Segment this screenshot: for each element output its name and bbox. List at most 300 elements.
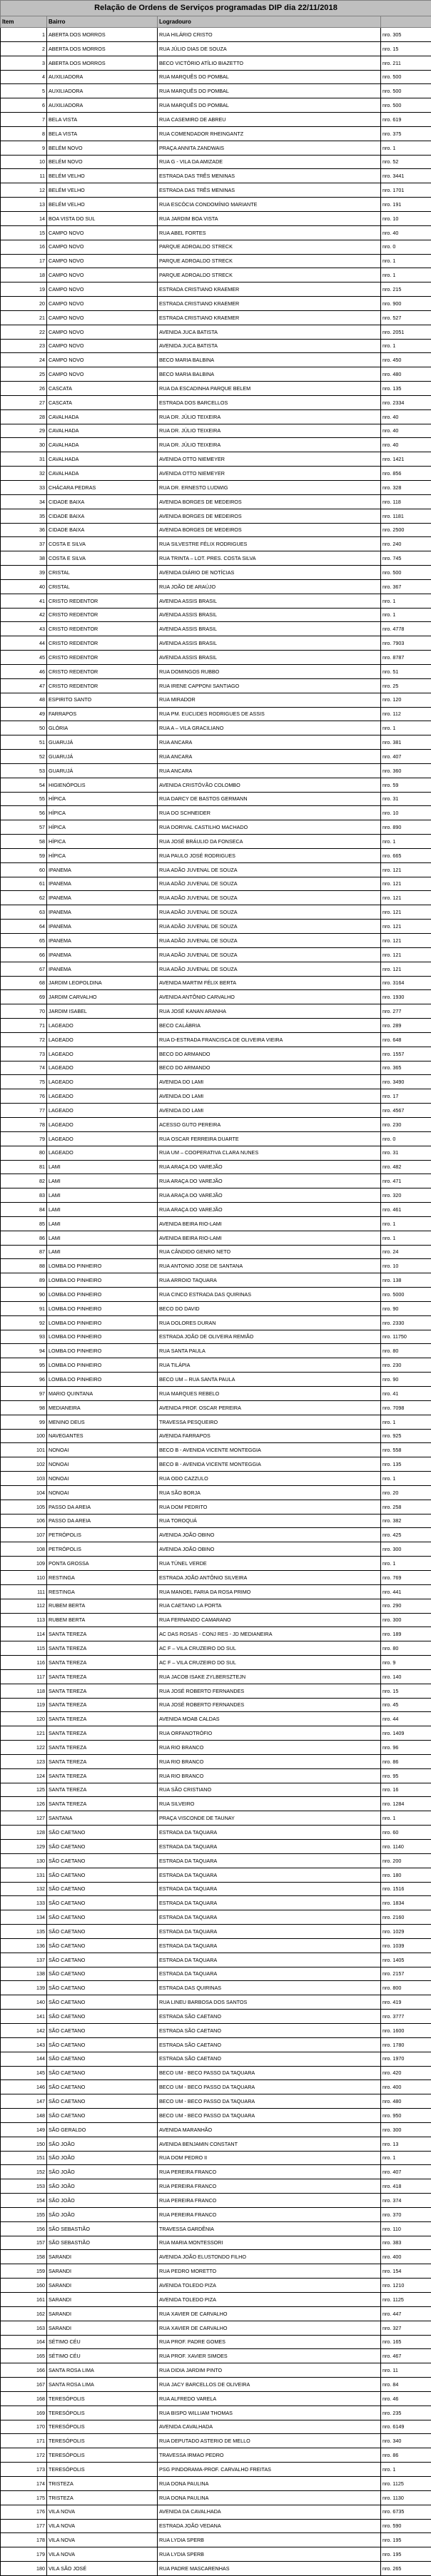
- cell-item: 140: [1, 1995, 47, 2010]
- cell-bairro: TERESÓPOLIS: [47, 2448, 158, 2463]
- cell-logradouro: AVENIDA JOÃO OBINO: [158, 1542, 381, 1557]
- table-row: [1, 664, 431, 678]
- cell-item: 82: [1, 1174, 47, 1188]
- cell-bairro: LAGEADO: [47, 1131, 158, 1146]
- cell-item: 103: [1, 1472, 47, 1486]
- cell-logradouro: RUA PROF. XAVIER SIMOES: [158, 2349, 381, 2363]
- table-row: [1, 1882, 431, 1896]
- cell-numero: nro. 1970: [381, 2052, 431, 2066]
- cell-bairro: SÉTIMO CÉU: [47, 2335, 158, 2349]
- cell-bairro: SÃO SEBASTIÃO: [47, 2221, 158, 2236]
- cell-numero: nro. 467: [381, 2349, 431, 2363]
- cell-item: 97: [1, 1387, 47, 1401]
- cell-numero: nro. 1: [381, 721, 431, 735]
- table-row: [1, 2137, 431, 2151]
- cell-bairro: IPANEMA: [47, 877, 158, 891]
- cell-item: 124: [1, 1768, 47, 1783]
- cell-logradouro: AC F – VILA CRUZEIRO DO SUL: [158, 1656, 381, 1670]
- cell-logradouro: RUA ADÃO JUVENAL DE SOUZA: [158, 905, 381, 920]
- cell-item: 48: [1, 693, 47, 707]
- table-row: [1, 1542, 431, 1557]
- cell-item: 102: [1, 1457, 47, 1472]
- cell-bairro: ABERTA DOS MORROS: [47, 56, 158, 70]
- cell-numero: nro. 180: [381, 1868, 431, 1882]
- table-row: [1, 268, 431, 282]
- cell-bairro: HÍPICA: [47, 792, 158, 806]
- cell-bairro: CAMPO NOVO: [47, 325, 158, 339]
- cell-bairro: LOMBA DO PINHEIRO: [47, 1301, 158, 1315]
- table-row: [1, 1075, 431, 1089]
- cell-logradouro: RUA DR. JÚLIO TEIXEIRA: [158, 424, 381, 438]
- cell-item: 122: [1, 1741, 47, 1755]
- cell-numero: nro. 200: [381, 1853, 431, 1868]
- cell-item: 14: [1, 211, 47, 225]
- cell-numero: nro. 154: [381, 2264, 431, 2279]
- cell-item: 21: [1, 310, 47, 325]
- cell-numero: nro. 500: [381, 84, 431, 98]
- cell-bairro: AUXILIADORA: [47, 84, 158, 98]
- cell-logradouro: RUA ARAÇA DO VAREJÃO: [158, 1160, 381, 1174]
- cell-item: 99: [1, 1415, 47, 1429]
- cell-numero: nro. 360: [381, 763, 431, 778]
- table-row: [1, 2236, 431, 2250]
- table-row: [1, 1726, 431, 1741]
- cell-logradouro: RUA CAETANO LA PORTA: [158, 1599, 381, 1613]
- cell-bairro: CIDADE BAIXA: [47, 523, 158, 537]
- cell-item: 27: [1, 395, 47, 409]
- cell-bairro: CAMPO NOVO: [47, 282, 158, 297]
- cell-numero: nro. 1284: [381, 1797, 431, 1811]
- cell-numero: nro. 2157: [381, 1967, 431, 1981]
- cell-logradouro: PRAÇA VISCONDE DE TAUNAY: [158, 1811, 381, 1826]
- cell-logradouro: RUA RIO BRANCO: [158, 1768, 381, 1783]
- cell-numero: nro. 121: [381, 891, 431, 905]
- table-row: [1, 1656, 431, 1670]
- table-row: [1, 1047, 431, 1061]
- cell-numero: nro. 121: [381, 920, 431, 934]
- cell-bairro: PETRÓPOLIS: [47, 1528, 158, 1542]
- cell-item: 136: [1, 1938, 47, 1953]
- cell-bairro: NAVEGANTES: [47, 1429, 158, 1443]
- cell-numero: nro. 527: [381, 310, 431, 325]
- cell-numero: nro. 367: [381, 579, 431, 594]
- cell-logradouro: AVENIDA CRISTÓVÃO COLOMBO: [158, 778, 381, 792]
- table-row: [1, 1811, 431, 1826]
- cell-bairro: SÃO CAETANO: [47, 1910, 158, 1925]
- cell-numero: nro. 300: [381, 2122, 431, 2137]
- cell-numero: nro. 20: [381, 1485, 431, 1500]
- cell-numero: nro. 9: [381, 1656, 431, 1670]
- cell-bairro: SÃO JOÃO: [47, 2151, 158, 2165]
- cell-numero: nro. 84: [381, 2378, 431, 2392]
- cell-numero: nro. 40: [381, 438, 431, 452]
- table-row: [1, 566, 431, 580]
- table-row: [1, 1840, 431, 1854]
- cell-numero: nro. 340: [381, 2434, 431, 2448]
- cell-numero: nro. 10: [381, 806, 431, 820]
- cell-numero: nro. 52: [381, 155, 431, 169]
- cell-bairro: SÃO JOÃO: [47, 2194, 158, 2208]
- table-row: [1, 2293, 431, 2307]
- cell-numero: nro. 558: [381, 1443, 431, 1457]
- table-row: [1, 693, 431, 707]
- cell-bairro: IPANEMA: [47, 905, 158, 920]
- cell-logradouro: ESTRADA DOS BARCELLOS: [158, 395, 381, 409]
- cell-logradouro: AVENIDA ASSIS BRASIL: [158, 651, 381, 665]
- table-row: [1, 1768, 431, 1783]
- table-row: [1, 2448, 431, 2463]
- table-row: [1, 1131, 431, 1146]
- cell-bairro: CAMPO NOVO: [47, 339, 158, 353]
- cell-numero: nro. 1780: [381, 2037, 431, 2052]
- cell-numero: nro. 258: [381, 1500, 431, 1514]
- table-row: [1, 1967, 431, 1981]
- cell-logradouro: RUA ARROIO TAQUARA: [158, 1273, 381, 1288]
- cell-numero: nro. 480: [381, 367, 431, 382]
- cell-bairro: SÃO CAETANO: [47, 1967, 158, 1981]
- cell-logradouro: AVENIDA TOLEDO PIZA: [158, 2279, 381, 2293]
- cell-numero: nro. 195: [381, 2547, 431, 2562]
- cell-logradouro: ESTRADA JOÃO ANTÔNIO SILVEIRA: [158, 1570, 381, 1584]
- cell-logradouro: RUA ALFREDO VARELA: [158, 2391, 381, 2406]
- table-row: [1, 1754, 431, 1768]
- table-row: [1, 1896, 431, 1910]
- cell-logradouro: AVENIDA FARRAPOS: [158, 1429, 381, 1443]
- cell-numero: nro. 1: [381, 608, 431, 622]
- cell-logradouro: BECO B - AVENIDA VICENTE MONTEGGIA: [158, 1443, 381, 1457]
- table-row: [1, 1995, 431, 2010]
- cell-numero: nro. 121: [381, 947, 431, 962]
- cell-numero: nro. 7098: [381, 1400, 431, 1415]
- cell-logradouro: RUA DONA PAULINA: [158, 2490, 381, 2505]
- cell-numero: nro. 374: [381, 2194, 431, 2208]
- cell-logradouro: AVENIDA BORGES DE MEDEIROS: [158, 523, 381, 537]
- cell-numero: nro. 90: [381, 1301, 431, 1315]
- cell-item: 22: [1, 325, 47, 339]
- cell-bairro: CRISTAL: [47, 566, 158, 580]
- cell-logradouro: RUA MANOEL FARIA DA ROSA PRIMO: [158, 1584, 381, 1599]
- cell-logradouro: AVENIDA OTTO NIEMEYER: [158, 452, 381, 467]
- cell-bairro: SANTA TEREZA: [47, 1726, 158, 1741]
- cell-logradouro: RUA TRINTA – LOT. PRES. COSTA SILVA: [158, 551, 381, 566]
- cell-bairro: CRISTO REDENTOR: [47, 594, 158, 608]
- cell-numero: nro. 121: [381, 905, 431, 920]
- cell-numero: nro. 1: [381, 594, 431, 608]
- cell-item: 153: [1, 2179, 47, 2194]
- table-row: [1, 367, 431, 382]
- cell-bairro: NONOAI: [47, 1485, 158, 1500]
- cell-logradouro: RUA HILÁRIO CRISTO: [158, 28, 381, 42]
- cell-logradouro: RUA ADÃO JUVENAL DE SOUZA: [158, 920, 381, 934]
- cell-numero: nro. 230: [381, 1358, 431, 1373]
- table-row: [1, 339, 431, 353]
- cell-item: 13: [1, 198, 47, 212]
- table-row: [1, 56, 431, 70]
- table-row: [1, 1387, 431, 1401]
- cell-logradouro: RUA DOM PEDRITO: [158, 1500, 381, 1514]
- table-row: [1, 947, 431, 962]
- cell-logradouro: RUA DARCY DE BASTOS GERMANN: [158, 792, 381, 806]
- cell-bairro: CHÁCARA PEDRAS: [47, 481, 158, 495]
- cell-logradouro: RUA MARQUÊS DO POMBAL: [158, 98, 381, 113]
- cell-numero: nro. 461: [381, 1203, 431, 1217]
- cell-item: 17: [1, 254, 47, 268]
- cell-numero: nro. 140: [381, 1669, 431, 1684]
- cell-bairro: SANTA ROSA LIMA: [47, 2378, 158, 2392]
- cell-logradouro: AVENIDA BEIRA RIO-LAMI: [158, 1231, 381, 1245]
- cell-logradouro: PRAÇA ANNITA ZANDWAIS: [158, 141, 381, 155]
- cell-numero: nro. 425: [381, 1528, 431, 1542]
- cell-bairro: SANTA TEREZA: [47, 1698, 158, 1712]
- cell-bairro: TRISTEZA: [47, 2490, 158, 2505]
- cell-logradouro: ESTRADA SÃO CAETANO: [158, 2010, 381, 2024]
- cell-numero: nro. 40: [381, 225, 431, 240]
- cell-numero: nro. 383: [381, 2236, 431, 2250]
- cell-item: 154: [1, 2194, 47, 2208]
- cell-bairro: SARANDI: [47, 2321, 158, 2335]
- cell-item: 95: [1, 1358, 47, 1373]
- cell-bairro: IPANEMA: [47, 947, 158, 962]
- table-row: [1, 976, 431, 990]
- cell-item: 179: [1, 2547, 47, 2562]
- cell-bairro: SANTA TEREZA: [47, 1656, 158, 1670]
- cell-logradouro: RUA XAVIER DE CARVALHO: [158, 2321, 381, 2335]
- table-row: [1, 2306, 431, 2321]
- cell-bairro: PONTA GROSSA: [47, 1557, 158, 1571]
- cell-item: 96: [1, 1373, 47, 1387]
- cell-logradouro: AVENIDA CAVALHADA: [158, 2420, 381, 2434]
- table-row: [1, 1797, 431, 1811]
- cell-bairro: BOA VISTA DO SUL: [47, 211, 158, 225]
- cell-bairro: CAMPO NOVO: [47, 367, 158, 382]
- cell-logradouro: AVENIDA DIÁRIO DE NOTÍCIAS: [158, 566, 381, 580]
- cell-item: 143: [1, 2037, 47, 2052]
- table-row: [1, 2420, 431, 2434]
- cell-item: 156: [1, 2221, 47, 2236]
- cell-item: 121: [1, 1726, 47, 1741]
- cell-logradouro: BECO CALÁBRIA: [158, 1019, 381, 1033]
- table-row: [1, 1415, 431, 1429]
- table-row: [1, 920, 431, 934]
- cell-item: 24: [1, 353, 47, 367]
- table-row: [1, 651, 431, 665]
- table-row: [1, 1868, 431, 1882]
- cell-bairro: LAMI: [47, 1245, 158, 1259]
- cell-numero: nro. 1: [381, 2151, 431, 2165]
- cell-bairro: LAGEADO: [47, 1146, 158, 1160]
- cell-bairro: SÃO CAETANO: [47, 1953, 158, 1967]
- cell-numero: nro. 120: [381, 693, 431, 707]
- cell-bairro: TERESÓPOLIS: [47, 2420, 158, 2434]
- cell-numero: nro. 4567: [381, 1104, 431, 1118]
- cell-item: 164: [1, 2335, 47, 2349]
- cell-numero: nro. 135: [381, 1457, 431, 1472]
- table-row: [1, 721, 431, 735]
- cell-item: 88: [1, 1259, 47, 1273]
- cell-bairro: JARDIM CARVALHO: [47, 990, 158, 1004]
- cell-logradouro: RUA BISPO WILLIAM THOMAS: [158, 2406, 381, 2420]
- cell-logradouro: RUA JACOB ISAKE ZYLBERSZTEJN: [158, 1669, 381, 1684]
- cell-bairro: CASCATA: [47, 395, 158, 409]
- cell-logradouro: RUA LYDIA SPERB: [158, 2533, 381, 2547]
- cell-logradouro: AVENIDA MOAB CALDAS: [158, 1712, 381, 1726]
- cell-item: 146: [1, 2080, 47, 2094]
- table-row: [1, 325, 431, 339]
- cell-logradouro: ESTRADA DA TAQUARA: [158, 1938, 381, 1953]
- cell-logradouro: RUA FERNANDO CAMARANO: [158, 1613, 381, 1627]
- cell-logradouro: AVENIDA BENJAMIN CONSTANT: [158, 2137, 381, 2151]
- cell-bairro: IPANEMA: [47, 920, 158, 934]
- cell-item: 9: [1, 141, 47, 155]
- cell-logradouro: ESTRADA CRISTIANO KRAEMER: [158, 297, 381, 311]
- table-row: [1, 41, 431, 56]
- table-row: [1, 820, 431, 835]
- table-row: [1, 622, 431, 636]
- cell-numero: nro. 4778: [381, 622, 431, 636]
- cell-numero: nro. 121: [381, 934, 431, 948]
- cell-numero: nro. 447: [381, 2306, 431, 2321]
- cell-item: 7: [1, 113, 47, 127]
- cell-bairro: PASSO DA AREIA: [47, 1514, 158, 1528]
- cell-numero: nro. 11750: [381, 1330, 431, 1344]
- cell-item: 167: [1, 2378, 47, 2392]
- cell-logradouro: AVENIDA PROF. OSCAR PEREIRA: [158, 1400, 381, 1415]
- cell-item: 157: [1, 2236, 47, 2250]
- table-row: [1, 1032, 431, 1047]
- table-body: [1, 28, 431, 2576]
- cell-item: 117: [1, 1669, 47, 1684]
- table-row: [1, 1853, 431, 1868]
- cell-numero: nro. 95: [381, 1768, 431, 1783]
- cell-numero: nro. 1029: [381, 1925, 431, 1939]
- cell-numero: nro. 2500: [381, 523, 431, 537]
- cell-item: 47: [1, 678, 47, 693]
- cell-numero: nro. 230: [381, 1117, 431, 1131]
- cell-item: 51: [1, 735, 47, 750]
- cell-numero: nro. 2160: [381, 1910, 431, 1925]
- cell-bairro: SÃO CAETANO: [47, 2052, 158, 2066]
- cell-logradouro: RUA ADÃO JUVENAL DE SOUZA: [158, 862, 381, 877]
- cell-bairro: GUARUJÁ: [47, 735, 158, 750]
- table-row: [1, 98, 431, 113]
- cell-item: 56: [1, 806, 47, 820]
- table-row: [1, 962, 431, 976]
- table-row: [1, 2505, 431, 2519]
- cell-item: 15: [1, 225, 47, 240]
- cell-bairro: ABERTA DOS MORROS: [47, 41, 158, 56]
- cell-logradouro: RUA SANTA PAULA: [158, 1344, 381, 1358]
- cell-item: 155: [1, 2207, 47, 2221]
- table-row: [1, 1570, 431, 1584]
- table-row: [1, 891, 431, 905]
- cell-item: 134: [1, 1910, 47, 1925]
- cell-numero: nro. 665: [381, 848, 431, 862]
- cell-bairro: SÃO CAETANO: [47, 2066, 158, 2080]
- cell-bairro: LAGEADO: [47, 1047, 158, 1061]
- cell-logradouro: RUA PEREIRA FRANCO: [158, 2165, 381, 2179]
- cell-item: 98: [1, 1400, 47, 1415]
- cell-numero: nro. 3490: [381, 1075, 431, 1089]
- cell-bairro: HÍPICA: [47, 806, 158, 820]
- cell-bairro: SANTA TEREZA: [47, 1797, 158, 1811]
- cell-bairro: CIDADE BAIXA: [47, 509, 158, 523]
- cell-logradouro: RUA DR. JÚLIO TEIXEIRA: [158, 438, 381, 452]
- cell-item: 18: [1, 268, 47, 282]
- table-row: [1, 225, 431, 240]
- column-header-item: Item: [1, 16, 47, 28]
- table-row: [1, 678, 431, 693]
- table-row: [1, 763, 431, 778]
- cell-item: 177: [1, 2519, 47, 2533]
- cell-numero: nro. 300: [381, 1542, 431, 1557]
- table-row: [1, 2533, 431, 2547]
- cell-item: 111: [1, 1584, 47, 1599]
- table-row: [1, 28, 431, 42]
- table-row: [1, 240, 431, 254]
- table-row: [1, 1684, 431, 1698]
- table-row: [1, 1400, 431, 1415]
- table-row: [1, 395, 431, 409]
- table-row: [1, 707, 431, 721]
- table-row: [1, 806, 431, 820]
- cell-item: 110: [1, 1570, 47, 1584]
- cell-item: 8: [1, 126, 47, 141]
- cell-numero: nro. 482: [381, 1160, 431, 1174]
- cell-item: 163: [1, 2321, 47, 2335]
- cell-item: 149: [1, 2122, 47, 2137]
- cell-logradouro: RUA JACY BARCELLOS DE OLIVEIRA: [158, 2378, 381, 2392]
- cell-item: 92: [1, 1315, 47, 1330]
- cell-item: 2: [1, 41, 47, 56]
- cell-bairro: IPANEMA: [47, 862, 158, 877]
- table-row: [1, 2080, 431, 2094]
- cell-bairro: CAVALHADA: [47, 438, 158, 452]
- cell-logradouro: RUA PEREIRA FRANCO: [158, 2207, 381, 2221]
- table-row: [1, 835, 431, 849]
- cell-bairro: SANTA TEREZA: [47, 1783, 158, 1797]
- cell-bairro: CAVALHADA: [47, 424, 158, 438]
- cell-numero: nro. 7903: [381, 636, 431, 651]
- table-row: [1, 1953, 431, 1967]
- cell-logradouro: ESTRADA DA TAQUARA: [158, 1967, 381, 1981]
- cell-numero: nro. 1834: [381, 1896, 431, 1910]
- cell-logradouro: ESTRADA DA TAQUARA: [158, 1853, 381, 1868]
- table-row: [1, 1698, 431, 1712]
- cell-item: 166: [1, 2363, 47, 2378]
- table-row: [1, 70, 431, 84]
- cell-numero: nro. 13: [381, 2137, 431, 2151]
- table-row: [1, 1627, 431, 1641]
- table-row: [1, 1641, 431, 1656]
- cell-numero: nro. 17: [381, 1089, 431, 1104]
- cell-bairro: LAMI: [47, 1174, 158, 1188]
- cell-item: 150: [1, 2137, 47, 2151]
- table-row: [1, 1330, 431, 1344]
- cell-item: 42: [1, 608, 47, 622]
- cell-bairro: BELA VISTA: [47, 126, 158, 141]
- cell-numero: nro. 441: [381, 1584, 431, 1599]
- cell-logradouro: RUA ABEL FORTES: [158, 225, 381, 240]
- cell-logradouro: RUA ADÃO JUVENAL DE SOUZA: [158, 934, 381, 948]
- cell-item: 11: [1, 169, 47, 183]
- cell-item: 53: [1, 763, 47, 778]
- cell-numero: nro. 500: [381, 70, 431, 84]
- table-row: [1, 848, 431, 862]
- cell-bairro: TERESÓPOLIS: [47, 2391, 158, 2406]
- cell-logradouro: AVENIDA ANTÔNIO CARVALHO: [158, 990, 381, 1004]
- cell-numero: nro. 3441: [381, 169, 431, 183]
- cell-numero: nro. 8787: [381, 651, 431, 665]
